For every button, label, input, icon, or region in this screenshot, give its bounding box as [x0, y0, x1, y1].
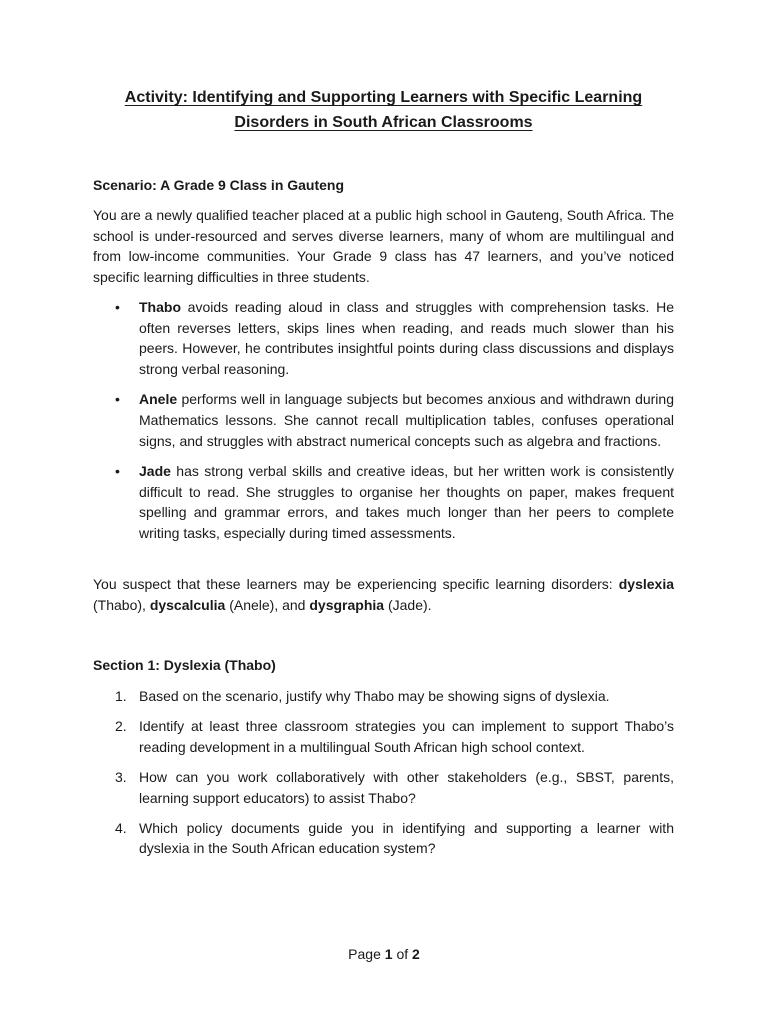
footer-label: Page	[348, 946, 385, 962]
question-text: Which policy documents guide you in identifying and supporting a learner with dyslexia in the South African education system?	[139, 819, 674, 857]
page-number: 1	[384, 946, 393, 962]
bullet-icon: •	[115, 299, 120, 315]
term-dyscalculia: dyscalculia	[149, 596, 226, 613]
question-number: 3.	[115, 768, 127, 785]
learner-description: has strong verbal skills and creative ideas, but her written work is consistently difficult to read. She struggles to organise her thoughts on paper, makes frequent spelling and grammar errors, and takes much longer than her peers to complete writing tasks, especially during timed assessments.	[139, 463, 674, 541]
page-footer	[0, 944, 768, 965]
section1-heading: Section 1: Dyslexia (Thabo)	[93, 657, 276, 673]
footer-of: of	[392, 946, 413, 962]
question-number: 2.	[115, 718, 127, 735]
question-number: 4.	[115, 819, 127, 836]
question-text: Identify at least three classroom strategies you can implement to support Thabo’s reading development in a multilingual South African high school context.	[139, 718, 674, 755]
learner-item	[93, 297, 674, 379]
learner-list	[93, 297, 674, 554]
page-total: 2	[412, 946, 420, 962]
scenario-heading: Scenario: A Grade 9 Class in Gauteng	[93, 177, 345, 193]
bullet-icon: •	[115, 391, 120, 408]
learner-description: avoids reading aloud in class and struggles with comprehension tasks. He often reverses letters, skips lines when reading, and reads much slower than his peers. However, he contributes insightful points during class discussions and displays strong verbal reasoning.	[139, 299, 674, 377]
learner-item	[93, 461, 674, 543]
suspect-lead: You suspect that these learners may be experiencing specific learning disorders:	[93, 576, 619, 592]
question-item	[93, 818, 674, 859]
suspect-name: (Thabo),	[93, 596, 150, 613]
question-item	[93, 686, 674, 707]
learner-name: Jade	[139, 463, 171, 480]
term-dyslexia: dyslexia	[618, 576, 674, 592]
suspect-name: (Anele), and	[225, 596, 310, 613]
scenario-intro: You are a newly qualified teacher placed at a public high school in Gauteng, South Africa. The school is under-resourced and serves diverse learners, many of whom are multilingual and from low-income communities. Your Grade 9 class has 47 learners, and you’ve noticed specific learning difficulties in three students.	[93, 207, 674, 285]
question-item	[93, 767, 674, 808]
suspect-name: (Jade).	[384, 596, 432, 613]
suspect-paragraph	[93, 574, 674, 615]
question-item	[93, 716, 674, 757]
document-title: Activity: Identifying and Supporting Learners with Specific Learning Disorders in South African Classrooms	[124, 89, 643, 131]
section1-questions	[93, 686, 674, 869]
term-dysgraphia: dysgraphia	[309, 596, 385, 613]
question-number: 1.	[115, 688, 127, 704]
question-text: Based on the scenario, justify why Thabo may be showing signs of dyslexia.	[139, 688, 610, 704]
question-text: How can you work collaboratively with other stakeholders (e.g., SBST, parents, learning support educators) to assist Thabo?	[139, 768, 674, 806]
bullet-icon: •	[115, 463, 120, 480]
learner-name: Anele	[139, 391, 178, 408]
learner-description: performs well in language subjects but becomes anxious and withdrawn during Mathematics lessons. She cannot recall multiplication tables, confuses operational signs, and struggles with abstract numerical concepts such as algebra and fractions.	[139, 391, 674, 449]
learner-name: Thabo	[139, 299, 181, 315]
learner-item	[93, 389, 674, 451]
